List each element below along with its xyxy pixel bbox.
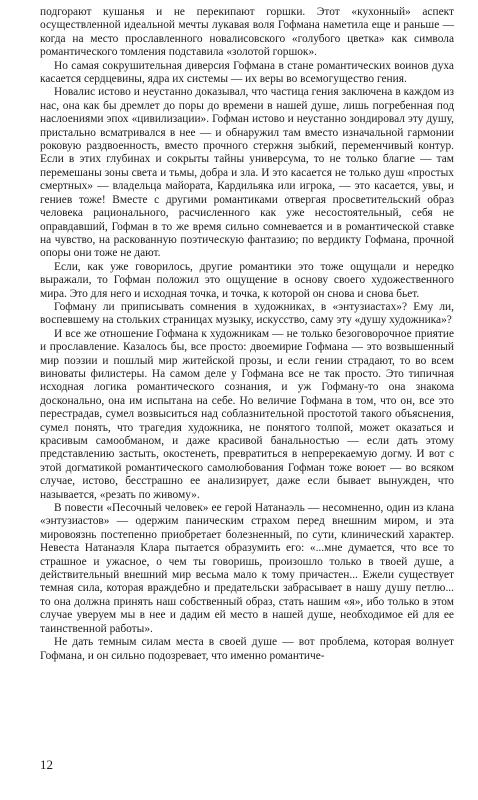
paragraph: подгорают кушанья и не перекипают горшки. Этот «кухонный» аспект осуществленной идеальной мечты лукавая воля Гофмана наметила еще и раньше — когда на место прославленного новалисовского «голубого цветка» как символа романтического томления подставила «золотой горшок». [40,6,454,59]
paragraph: Не дать темным силам места в своей душе — вот проблема, которая волнует Гофмана, и он сильно подозревает, что именно романтиче- [40,636,454,662]
paragraph: Гофману ли приписывать сомнения в художниках, в «энтузиастах»? Ему ли, воспевшему на стольких страницах музыку, искусство, саму эту «душу художника»? [40,300,454,327]
paragraph: В повести «Песочный человек» ее герой Натанаэль — несомненно, один из клана «энтузиастов» — одержим паническим страхом перед внешним миром, и эта мировоязнь постепенно приобретает болезненный, по сути, клинический характер. Невеста Натанаэля Клара пытается образумить его: «...мне думается, что все то страшное и ужасное, о чем ты говоришь, произошло только в твоей душе, а действительный внешний мир весьма мало к тому причастен... Ежели существует темная сила, которая враждебно и предательски забрасывает в нашу душу петлю... то она должна принять наш собственный образ, стать нашим «я», ибо только в этом случае уверуем мы в нее и дадим ей место в нашей душе, необходимое ей для ее таинственной работы». [40,502,454,635]
paragraph: Но самая сокрушительная диверсия Гофмана в стане романтических воинов духа касается сердцевины, ядра их системы — их веры во всемогущество гения. [40,59,454,86]
paragraph: Новалис истово и неустанно доказывал, что частица гения заключена в каждом из нас, она как бы дремлет до поры до времени в нашей душе, лишь погребенная под наслоениями эпох «цивилизации». Гофман истово и неустанно зондировал эту душу, пристально всматривался в нее — и обнаружил там вместо изначальной гармонии роковую раздвоенность, вместо прочного стержня зыбкий, переменчивый контур. Если в этих глубинах и сокрыты тайны универсума, то не только благие — там перемешаны зоны света и тьмы, добра и зла. И это касается не только душ «простых смертных» — владельца майората, Кардильяка или игрока, — это касается, увы, и гениев тоже! Вместе с другими романтиками отвергая просветительский образ человека рационального, расчисленного как уже несостоятельный, себя не оправдавший, Гофман в то же время сильно сомневается и в романтической ставке на чувство, на раскованную поэтическую фантазию; по вердикту Гофмана, прочной опоры они тоже не дают. [40,86,454,260]
paragraph: Если, как уже говорилось, другие романтики это тоже ощущали и нередко выражали, то Гофман положил это ощущение в основу своего художественного мира. Это для него и исходная точка, и точка, к которой он снова и снова бьет. [40,260,454,300]
paragraph: И все же отношение Гофмана к художникам — не только безоговорочное приятие и прославление. Казалось бы, все просто: двоемирие Гофмана — это возвышенный мир поэзии и пошлый мир житейской прозы, и если гении страдают, то во всем виноваты филистеры. На самом деле у Гофмана все не так просто. Это типичная исходная логика романтического сознания, и уж Гофману-то она знакома досконально, она им испытана на себе. Но величие Гофмана в том, что он, все это перестрадав, сумел возвыситься над соблазнительной простотой такого объяснения, сумел понять, что трагедия художника, не понятого толпой, может оказаться и красивым самообманом, и даже красивой банальностью — если дать этому представлению застыть, окостенеть, превратиться в непререкаемую догму. И вот с этой догматикой романтического самолюбования Гофман тоже воюет — во всяком случае, истово, бесстрашно ее анализирует, даже если бывает вынужден, что называется, «резать по живому». [40,327,454,501]
page-number: 12 [40,757,53,772]
page-text [40,6,454,663]
